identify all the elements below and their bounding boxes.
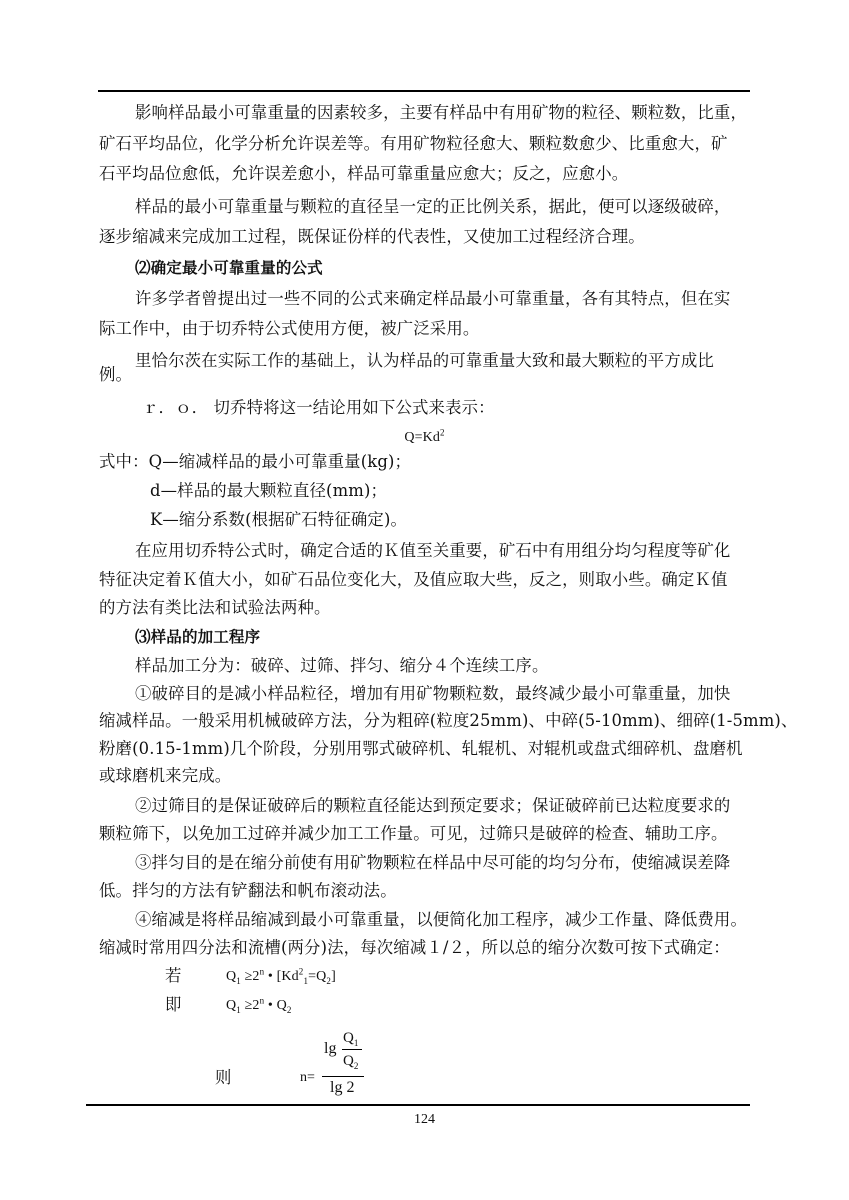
paragraph-line: 样品的最小可靠重量与颗粒的直径呈一定的正比例关系，据此，便可以逐级破碎， <box>135 197 731 216</box>
paragraph-line: 影响样品最小可靠重量的因素较多，主要有样品中有用矿物的粒径、颗粒数，比重， <box>135 103 748 122</box>
definition-line: 式中：Q—缩减样品的最小可靠重量(kg)； <box>99 452 412 471</box>
formula-lg-numerator: lg <box>324 1040 337 1057</box>
paragraph-line: 矿石平均品位，化学分析允许误差等。有用矿物粒径愈大、颗粒数愈少、比重愈大，矿 <box>99 134 728 153</box>
paragraph-line: ②过筛目的是保证破碎后的颗粒直径能达到预定要求；保证破碎前已达粒度要求的 <box>135 796 731 815</box>
formula-q1: $Q_1$ <box>343 1030 359 1048</box>
paragraph-line: 颗粒筛下，以免加工过碎并减少加工工作量。可见，过筛只是破碎的检查、辅助工序。 <box>99 824 728 843</box>
paragraph-line: 里恰尔茨在实际工作的基础上，认为样品的可靠重量大致和最大颗粒的平方成比 <box>135 351 714 370</box>
section-heading: ⑵确定最小可靠重量的公式 <box>135 259 323 277</box>
paragraph-line: 或球磨机来完成。 <box>99 766 232 785</box>
header-rule <box>98 90 750 92</box>
formula-label-ji: 即 <box>165 995 182 1014</box>
paragraph-line: 特征决定着Ｋ值大小，如矿石品位变化大，及值应取大些，反之，则取小些。确定Ｋ值 <box>99 570 728 589</box>
formula-ji: $Q_1 \ge 2^n$ • $Q_2$ <box>226 995 292 1015</box>
paragraph-line: 际工作中，由于切乔特公式使用方便，被广泛采用。 <box>99 319 480 338</box>
formula-label-ze: 则 <box>215 1068 232 1087</box>
main-formula: $Q=Kd^2$ <box>404 427 445 445</box>
paragraph-line: 缩减时常用四分法和流槽(两分)法，每次缩减１/２，所以总的缩分次数可按下式确定： <box>99 938 730 957</box>
paragraph-line: 粉磨(0.15-1mm)几个阶段，分别用鄂式破碎机、轧辊机、对辊机或盘式细碎机、盘磨机 <box>99 739 743 758</box>
formula-label-ruo: 若 <box>165 966 182 985</box>
paragraph-line: 低。拌匀的方法有铲翻法和帆布滚动法。 <box>99 881 397 900</box>
paragraph-line: 在应用切乔特公式时，确定合适的Ｋ值至关重要，矿石中有用组分均匀程度等矿化 <box>135 541 731 560</box>
formula-n-eq: n= <box>300 1070 315 1085</box>
formula-lg-denominator: lg 2 <box>330 1079 355 1096</box>
paragraph-line: 缩减样品。一般采用机械破碎方法，分为粗碎(粒度25mm)、中碎(5-10mm)、细碎(1-5mm)、 <box>99 711 798 730</box>
definition-line: K—缩分系数(根据矿石特征确定)。 <box>150 510 408 529</box>
section-heading: ⑶样品的加工程序 <box>135 628 261 646</box>
paragraph-line: ④缩减是将样品缩减到最小可靠重量，以便简化加工程序，减少工作量、降低费用。 <box>135 910 748 929</box>
paragraph-line: 例。 <box>99 365 133 384</box>
formula-ruo: $Q_1 \ge 2^n$ • $[Kd^2_1=Q_2]$ <box>226 966 336 986</box>
outer-fraction-bar <box>322 1076 364 1077</box>
paragraph-line: ①破碎目的是减小样品粒径，增加有用矿物颗粒数，最终减少最小可靠重量，加快 <box>135 684 731 703</box>
paragraph-line: 逐步缩减来完成加工过程，既保证份样的代表性，又使加工过程经济合理。 <box>99 227 645 246</box>
paragraph-line: 许多学者曾提出过一些不同的公式来确定样品最小可靠重量，各有其特点，但在实 <box>135 289 731 308</box>
definition-line: d—样品的最大颗粒直径(mm)； <box>150 481 388 500</box>
inner-fraction-bar <box>342 1049 362 1050</box>
paragraph-line: 的方法有类比法和试验法两种。 <box>99 598 331 617</box>
paragraph-line: 石平均品位愈低，允许误差愈小，样品可靠重量应愈大；反之，应愈小。 <box>99 164 629 183</box>
footer-rule <box>86 1104 750 1106</box>
page-number: 124 <box>414 1112 435 1127</box>
paragraph-line: ｒ．ｏ． 切乔特将这一结论用如下公式来表示： <box>142 398 495 417</box>
paragraph-line: 样品加工分为：破碎、过筛、拌匀、缩分４个连续工序。 <box>135 656 549 675</box>
paragraph-line: ③拌匀目的是在缩分前使有用矿物颗粒在样品中尽可能的均匀分布，使缩减误差降 <box>135 853 731 872</box>
formula-q2: $Q_2$ <box>343 1053 359 1071</box>
